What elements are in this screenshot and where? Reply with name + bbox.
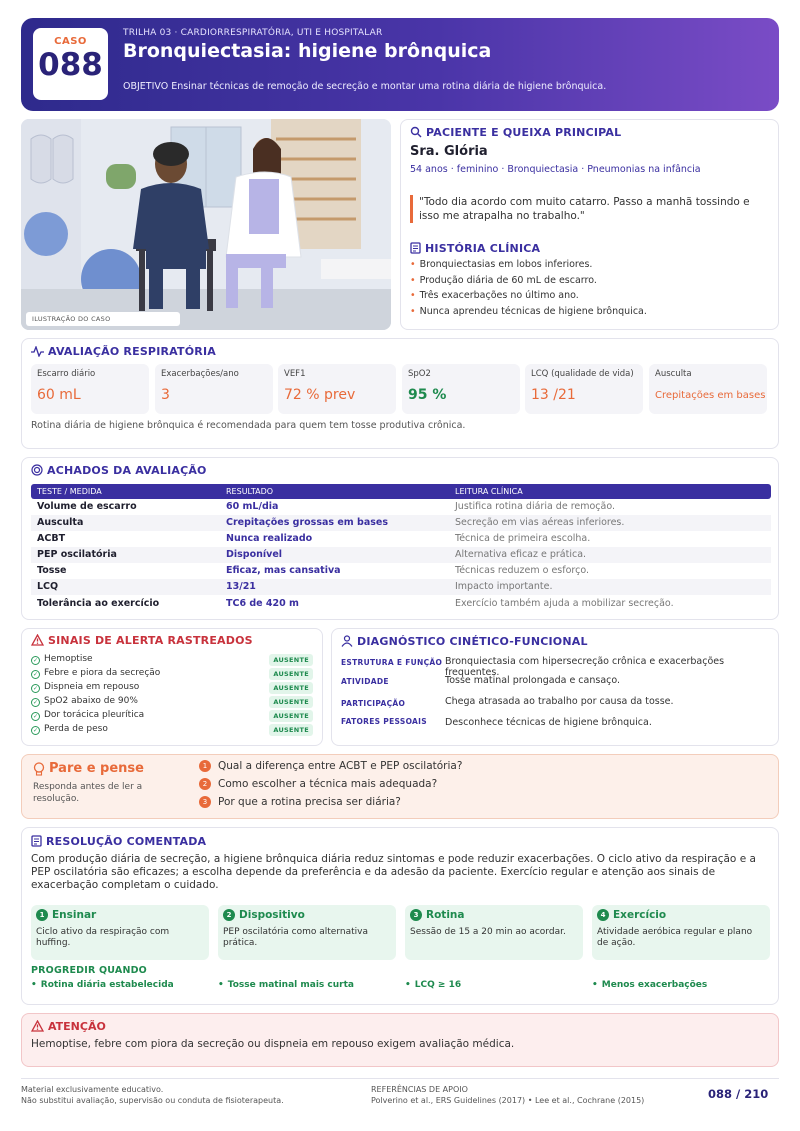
- objective-text: OBJETIVO Ensinar técnicas de remoção de secreção e montar uma rotina diária de higiene brônquica.: [123, 81, 607, 92]
- resolution-section-title: [31, 835, 206, 848]
- alerts-section-label: SINAIS DE ALERTA RASTREADOS: [48, 634, 253, 647]
- findings-section-label: ACHADOS DA AVALIAÇÃO: [47, 464, 207, 477]
- alerts-section-title: [31, 634, 253, 647]
- attention-text: Hemoptise, febre com piora da secreção ou dispneia em repouso exigem avaliação médica.: [31, 1038, 515, 1050]
- plan-step: 3 Rotina Sessão de 15 a 20 min ao acordar.: [405, 905, 583, 960]
- findings-card: [21, 457, 779, 620]
- respiratory-section-title: [31, 345, 216, 358]
- table-row: PEP oscilatória Disponível Alternativa eficaz e prática.: [31, 547, 771, 563]
- case-number-box: [33, 28, 108, 100]
- attention-box: [21, 1013, 779, 1067]
- question-item: 1 Qual a diferença entre ACBT e PEP oscilatória?: [199, 760, 462, 772]
- check-icon: ✓: [32, 671, 39, 678]
- question-item: 3 Por que a rotina precisa ser diária?: [199, 796, 401, 808]
- clinic-scene-image: [21, 119, 391, 330]
- plan-step: 4 Exercício Atividade aeróbica regular e plano de ação.: [592, 905, 770, 960]
- check-icon: ✓: [32, 699, 39, 706]
- respiratory-note: Rotina diária de higiene brônquica é recomendada para quem tem tosse produtiva crônica.: [31, 420, 466, 431]
- patient-meta: 54 anos · feminino · Bronquiectasia · Pneumonias na infância: [410, 164, 701, 175]
- status-badge: AUSENTE: [269, 696, 313, 708]
- diagnosis-card: DIAGNÓSTICO CINÉTICO-FUNCIONAL ESTRUTURA E FUNÇÃO Bronquiectasia com hipersecreção crônica e exacerbações frequentes. ATIVIDADE Tosse matinal prolongada e cansaço. PARTICIPAÇÃO Chega atrasada ao trabalho por causa da tosse. FATORES PESSOAIS Desconhece técnicas de higiene brônquica.: [331, 628, 779, 746]
- attention-label: ATENÇÃO: [48, 1020, 106, 1033]
- plan-step: 1 Ensinar Ciclo ativo da respiração com huffing.: [31, 905, 209, 960]
- table-row: LCQ 13/21 Impacto importante.: [31, 579, 771, 595]
- page-title: Bronquiectasia: higiene brônquica: [123, 40, 492, 62]
- table-row: Tolerância ao exercício TC6 de 420 m Exercício também ajuda a mobilizar secreção.: [37, 598, 674, 609]
- alert-signs-card: [21, 628, 323, 746]
- resolution-section-label: RESOLUÇÃO COMENTADA: [46, 835, 207, 848]
- warning-icon: [31, 634, 44, 646]
- person-icon: [341, 635, 353, 647]
- metric-auscultation: Ausculta Crepitações em bases: [649, 364, 767, 414]
- search-icon: [410, 126, 422, 138]
- diagnosis-section-title: [341, 635, 588, 648]
- footer-disclaimer: Material exclusivamente educativo. Não substitui avaliação, supervisão ou conduta de fisioterapeuta.: [21, 1085, 284, 1105]
- footer-divider: [21, 1078, 779, 1079]
- page-number: 088 / 210: [708, 1087, 769, 1101]
- plan-step: 2 Dispositivo PEP oscilatória como alternativa prática.: [218, 905, 396, 960]
- patient-name: Sra. Glória: [410, 144, 488, 159]
- footer-references: REFERÊNCIAS DE APOIO Polverino et al., ERS Guidelines (2017) • Lee et al., Cochrane (2015): [371, 1085, 645, 1105]
- table-row: Volume de escarro 60 mL/dia Justifica rotina diária de remoção.: [37, 501, 616, 512]
- check-icon: ✓: [32, 727, 39, 734]
- warning-icon: [31, 1020, 44, 1032]
- metric-fev1: VEF1 72 % prev: [278, 364, 396, 414]
- chief-complaint-quote: "Todo dia acordo com muito catarro. Passo a manhã tossindo e isso me atrapalha no trabalho.": [410, 195, 760, 223]
- lightbulb-icon: [33, 762, 45, 777]
- check-icon: ✓: [32, 657, 39, 664]
- alert-item: ✓ Dor torácica pleurítica AUSENTE: [31, 710, 313, 723]
- case-header: [21, 18, 779, 111]
- track-label: TRILHA 03 · CARDIORRESPIRATÓRIA, UTI E HOSPITALAR: [123, 28, 383, 38]
- patient-section-label: PACIENTE E QUEIXA PRINCIPAL: [426, 126, 622, 139]
- check-icon: ✓: [32, 685, 39, 692]
- history-item: • Três exacerbações no último ano.: [410, 290, 579, 301]
- alert-item: ✓ Febre e piora da secreção AUSENTE: [31, 668, 313, 681]
- metric-lcq: LCQ (qualidade de vida) 13 /21: [525, 364, 643, 414]
- history-section-title: [410, 242, 540, 255]
- case-illustration: [21, 119, 391, 330]
- attention-title: [31, 1020, 106, 1033]
- think-box: [21, 754, 779, 819]
- case-label: CASO: [54, 36, 87, 47]
- respiratory-assessment-card: [21, 338, 779, 449]
- status-badge: AUSENTE: [269, 724, 313, 736]
- think-title: Pare e pense: [49, 761, 144, 776]
- resolution-text: Com produção diária de secreção, a higiene brônquica diária reduz sintomas e pode reduzir exacerbações. O ciclo ativo da respiração e a PEP oscilatória são eficazes; a escolha depende da preferência e da adesão da paciente. Exercício regular e atenção aos sinais de exacerbação completam o cuidado.: [31, 853, 756, 891]
- document-icon: [410, 242, 421, 254]
- history-item: • Produção diária de 60 mL de escarro.: [410, 275, 597, 286]
- status-badge: AUSENTE: [269, 682, 313, 694]
- think-subtitle: Responda antes de ler a resolução.: [33, 782, 143, 804]
- respiratory-section-label: AVALIAÇÃO RESPIRATÓRIA: [48, 345, 216, 358]
- check-icon: ✓: [32, 713, 39, 720]
- document-icon: [31, 835, 42, 847]
- diagnosis-section-label: DIAGNÓSTICO CINÉTICO-FUNCIONAL: [357, 635, 588, 648]
- patient-card: [400, 119, 779, 330]
- status-badge: AUSENTE: [269, 668, 313, 680]
- question-item: 2 Como escolher a técnica mais adequada?: [199, 778, 437, 790]
- resolution-card: [21, 827, 779, 1005]
- metric-spo2: SpO2 95 %: [402, 364, 520, 414]
- patient-section-title: [410, 126, 621, 139]
- table-row: Ausculta Crepitações grossas em bases Secreção em vias aéreas inferiores.: [31, 515, 771, 531]
- metric-sputum: Escarro diário 60 mL: [31, 364, 149, 414]
- findings-section-title: [31, 464, 207, 477]
- pulse-icon: [31, 346, 44, 357]
- status-badge: AUSENTE: [269, 654, 313, 666]
- alert-item: ✓ Hemoptise AUSENTE: [31, 654, 313, 667]
- case-number: 088: [38, 47, 103, 83]
- progress-criterion: • LCQ ≥ 16: [405, 980, 462, 990]
- findings-table-header: TESTE / MEDIDA RESULTADO LEITURA CLÍNICA: [31, 484, 771, 499]
- table-row: ACBT Nunca realizado Técnica de primeira escolha.: [37, 533, 591, 544]
- status-badge: AUSENTE: [269, 710, 313, 722]
- history-item: • Nunca aprendeu técnicas de higiene brônquica.: [410, 306, 647, 317]
- progress-criterion: • Menos exacerbações: [592, 980, 708, 990]
- history-item: • Bronquiectasias em lobos inferiores.: [410, 259, 593, 270]
- progress-criterion: • Rotina diária estabelecida: [31, 980, 174, 990]
- progress-title: PROGREDIR QUANDO: [31, 965, 147, 976]
- illustration-caption: ILUSTRAÇÃO DO CASO: [26, 312, 180, 326]
- target-icon: [31, 464, 43, 476]
- history-section-label: HISTÓRIA CLÍNICA: [425, 242, 541, 255]
- progress-criterion: • Tosse matinal mais curta: [218, 980, 354, 990]
- alert-item: ✓ Dispneia em repouso AUSENTE: [31, 682, 313, 695]
- alert-item: ✓ Perda de peso AUSENTE: [31, 724, 313, 737]
- table-row: Tosse Eficaz, mas cansativa Técnicas reduzem o esforço.: [37, 565, 589, 576]
- alert-item: ✓ SpO2 abaixo de 90% AUSENTE: [31, 696, 313, 709]
- metric-exacerbations: Exacerbações/ano 3: [155, 364, 273, 414]
